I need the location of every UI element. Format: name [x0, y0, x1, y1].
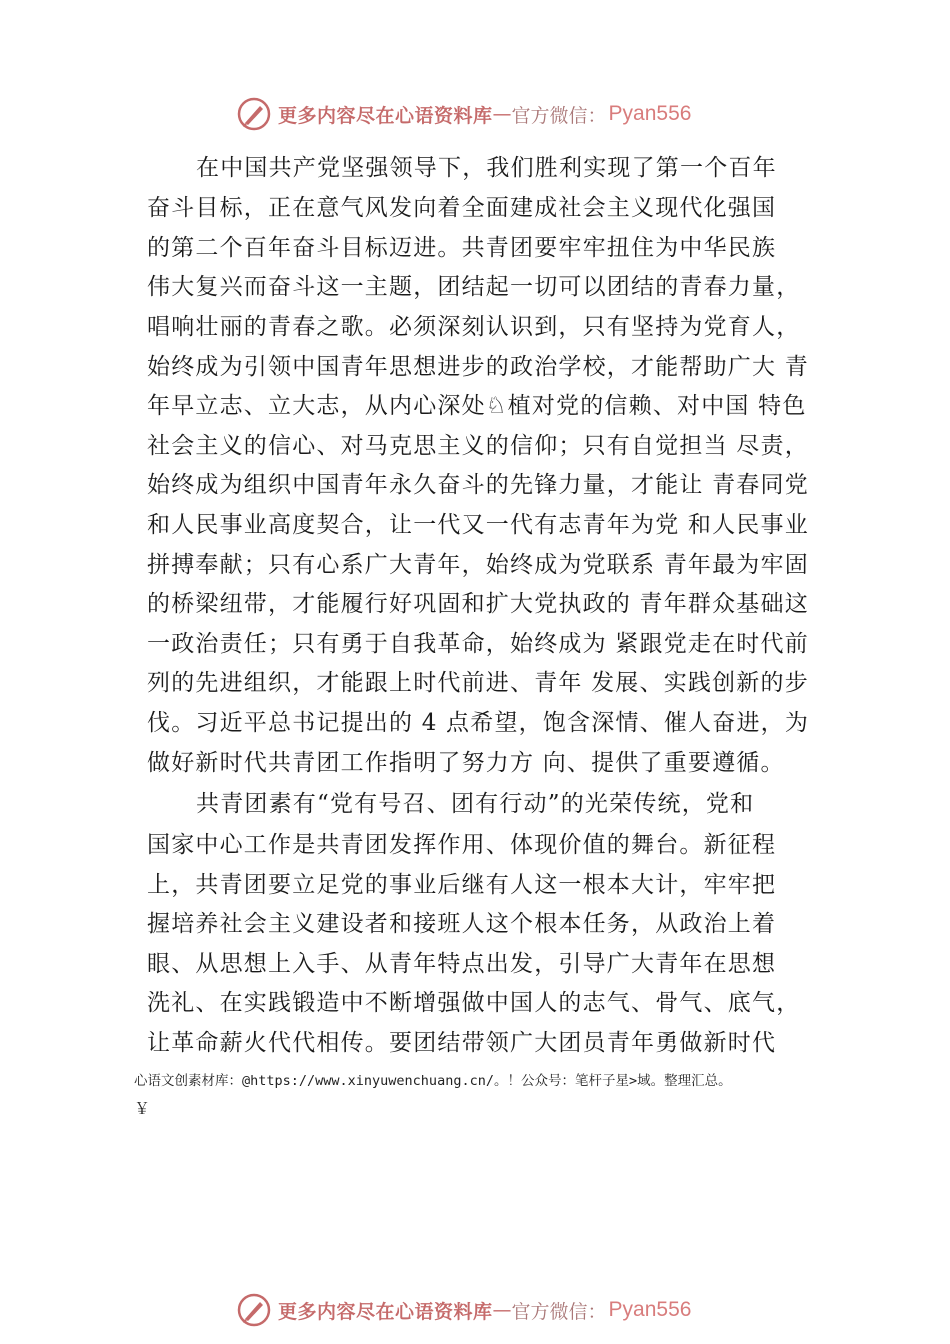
- text-line: 握培养社会主义建设者和接班人这个根本任务，从政治上着: [147, 911, 777, 937]
- text-line: 伟大复兴而奋斗这一主题，团结起一切可以团结的青春力量，: [147, 274, 801, 300]
- watermark-wechat-id: Pyan556: [608, 102, 692, 125]
- text-line: 洗礼、在实践锻造中不断增强做中国人的志气、骨气、底气，: [147, 990, 801, 1016]
- watermark-sub-text: 官方微信：: [511, 104, 607, 127]
- text-line: 的桥梁纽带，才能履行好巩固和扩大党执政的 青年群众基础这: [147, 591, 809, 617]
- text-line: 伐。习近平总书记提出的 4 点希望，饱含深情、催人奋进，为: [147, 710, 810, 736]
- watermark-dash: —: [492, 103, 512, 125]
- text-line: 始终成为引领中国青年思想进步的政治学校，才能帮助广大 青: [147, 354, 809, 380]
- source-note: 心语文创素材库：@https://www.xinyuwenchuang.cn/。！公众号：笔杆子星>域。整理汇总。: [134, 1073, 732, 1089]
- watermark-dash: —: [492, 1299, 512, 1321]
- text-line: 年早立志、立大志，从内心深处♘植对党的信赖、对中国 特色: [147, 393, 807, 419]
- text-line: 和人民事业高度契合，让一代又一代有志青年为党 和人民事业: [147, 512, 809, 538]
- text-line: 让革命薪火代代相传。要团结带领广大团员青年勇做新时代: [147, 1030, 777, 1056]
- watermark-header: [236, 94, 691, 134]
- text-line: 一政治责任；只有勇于自我革命，始终成为 紧跟党走在时代前: [147, 631, 809, 657]
- text-line: 上，共青团要立足党的事业后继有人这一根本大计，牢牢把: [147, 872, 777, 898]
- watermark-sub-text: 官方微信：: [511, 1300, 607, 1323]
- text-line: 共青团素有“党有号召、团有行动”的光荣传统，党和: [196, 791, 755, 817]
- text-line: 始终成为组织中国青年永久奋斗的先锋力量，才能让 青春同党: [147, 472, 809, 498]
- text-line: 列的先进组织，才能跟上时代前进、青年 发展、实践创新的步: [147, 670, 809, 696]
- yen-mark: ￥: [134, 1099, 151, 1118]
- text-line: 国家中心工作是共青团发挥作用、体现价值的舞台。新征程: [147, 832, 777, 858]
- text-line: 在中国共产党坚强领导下，我们胜利实现了第一个百年: [196, 155, 777, 181]
- watermark-footer: [236, 1290, 691, 1330]
- text-line: 拼搏奉献；只有心系广大青年，始终成为党联系 青年最为牢固: [147, 552, 809, 578]
- pen-logo-icon: [236, 96, 272, 132]
- watermark-main-text: 更多内容尽在心语资料库: [278, 1300, 493, 1323]
- text-line: 眼、从思想上入手、从青年特点出发，引导广大青年在思想: [147, 951, 777, 977]
- watermark-main-text: 更多内容尽在心语资料库: [278, 104, 493, 127]
- text-line: 社会主义的信心、对马克思主义的信仰；只有自觉担当 尽责，: [147, 433, 809, 459]
- text-line: 唱响壮丽的青春之歌。必须深刻认识到，只有坚持为党育人，: [147, 314, 801, 340]
- pen-logo-icon: [236, 1292, 272, 1328]
- watermark-wechat-id: Pyan556: [608, 1298, 692, 1321]
- text-line: 奋斗目标，正在意气风发向着全面建成社会主义现代化强国: [147, 195, 777, 221]
- text-line: 的第二个百年奋斗目标迈进。共青团要牢牢扭住为中华民族: [147, 235, 777, 261]
- text-line: 做好新时代共青团工作指明了努力方 向、提供了重要遵循。: [147, 750, 785, 776]
